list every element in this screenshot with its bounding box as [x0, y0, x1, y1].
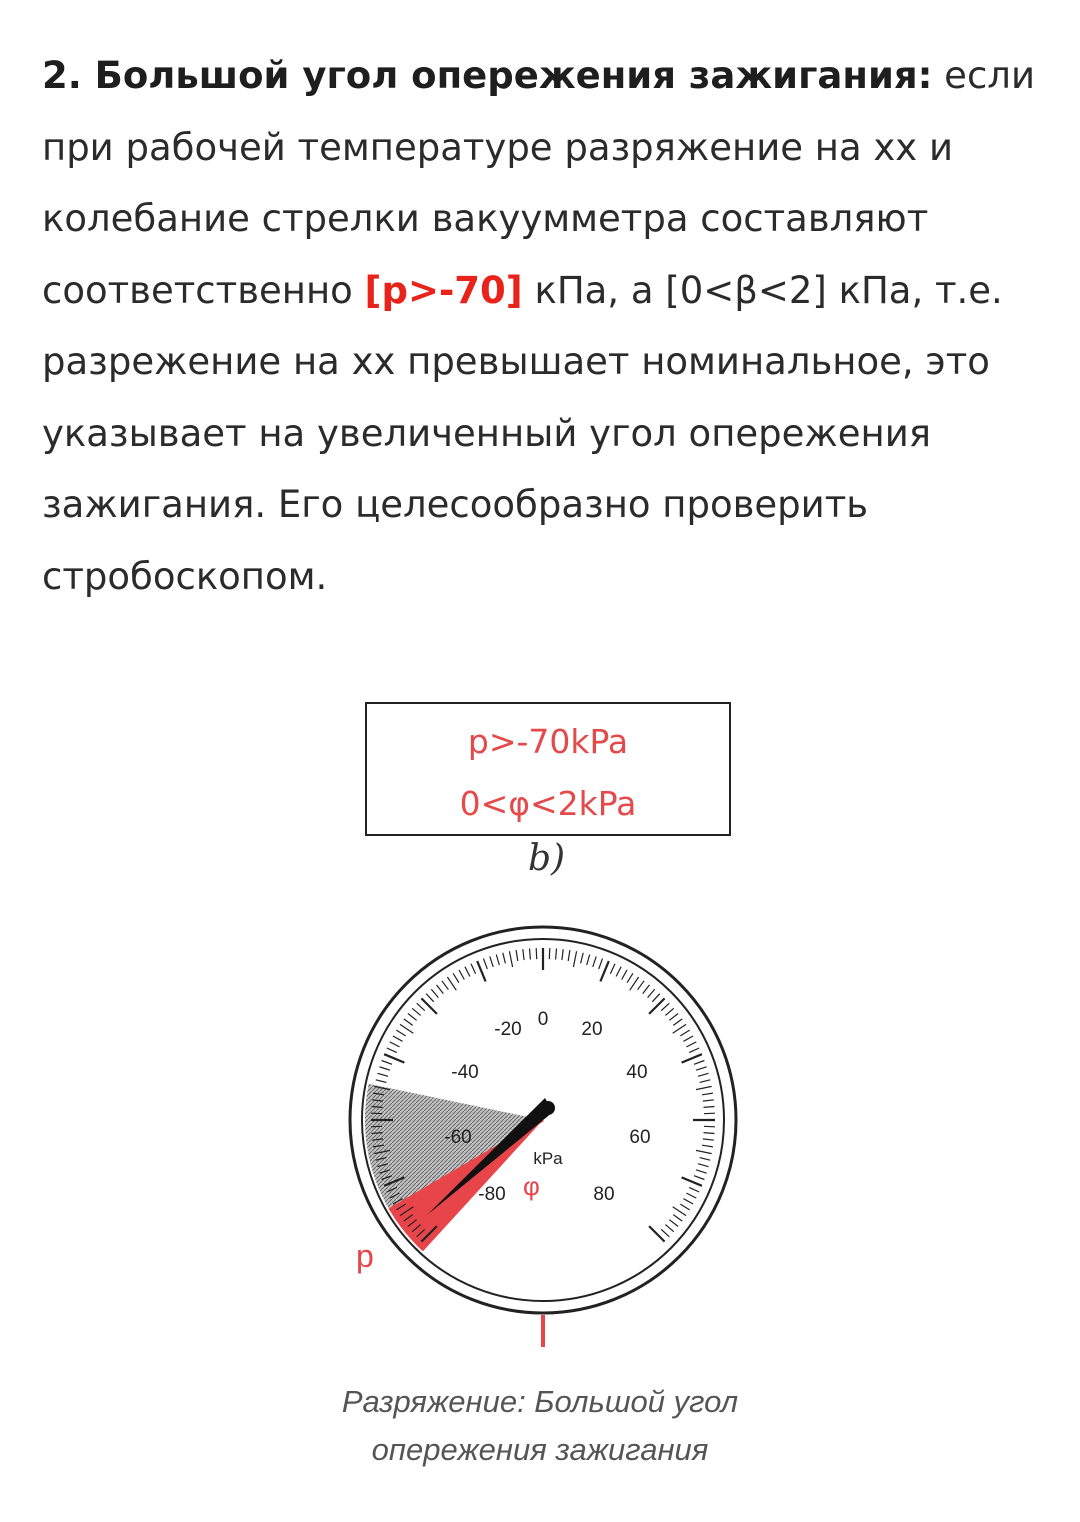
scale-tick	[622, 970, 627, 980]
scale-tick	[673, 1215, 682, 1222]
scale-tick	[694, 1061, 704, 1065]
reading-line-pressure: p>-70kPa	[467, 722, 629, 761]
label-40: 40	[626, 1062, 648, 1083]
article-paragraph	[42, 40, 1042, 612]
scale-tick	[665, 1225, 673, 1232]
scale-tick	[562, 949, 563, 960]
scale-tick	[503, 953, 506, 964]
scale-tick	[484, 959, 488, 969]
scale-tick	[387, 1048, 397, 1053]
label-80: 80	[593, 1184, 615, 1205]
scale-tick	[573, 951, 576, 967]
scale-tick	[680, 1030, 689, 1036]
scale-tick	[371, 1126, 382, 1127]
scale-tick	[477, 961, 485, 981]
bottom-pointer-mark	[541, 1315, 545, 1347]
scale-tick	[627, 973, 633, 982]
scale-tick	[680, 1204, 689, 1210]
scale-tick	[442, 981, 449, 990]
scale-tick	[465, 967, 470, 977]
scale-tick	[593, 956, 596, 967]
scale-tick	[610, 964, 615, 974]
needle-hub	[541, 1101, 555, 1115]
p-marker: p	[356, 1238, 374, 1274]
label-minus-20: -20	[494, 1019, 522, 1040]
label-minus-40: -40	[451, 1062, 479, 1083]
scale-tick	[704, 1133, 715, 1134]
scale-tick	[704, 1113, 715, 1114]
scale-tick	[371, 1113, 382, 1114]
caption-line-1: Разряжение: Большой угол	[341, 1384, 739, 1419]
scale-tick	[417, 1003, 425, 1011]
scale-tick	[400, 1024, 413, 1033]
scale-tick	[453, 973, 459, 982]
scale-tick	[702, 1093, 713, 1095]
scale-tick	[665, 1008, 673, 1015]
scale-tick	[471, 964, 476, 974]
scale-tick	[393, 1036, 403, 1041]
scale-tick	[698, 1073, 709, 1076]
scale-tick	[696, 1067, 707, 1070]
scale-tick	[630, 977, 639, 990]
scale-tick	[599, 959, 603, 969]
scale-tick	[379, 1067, 390, 1070]
unit-label: kPa	[533, 1149, 563, 1168]
scale-tick	[669, 1220, 678, 1227]
scale-tick	[459, 970, 464, 980]
scale-tick	[696, 1086, 712, 1089]
scale-tick	[702, 1145, 713, 1147]
scale-tick	[426, 994, 434, 1002]
scale-tick	[390, 1042, 400, 1047]
scale-tick	[376, 1080, 387, 1083]
scale-tick	[536, 948, 537, 959]
scale-tick	[384, 1054, 404, 1062]
scale-tick	[673, 1207, 686, 1216]
scale-tick	[378, 1073, 389, 1076]
scale-tick	[684, 1199, 694, 1204]
scale-tick	[673, 1019, 682, 1026]
paragraph-text-2: кПа, а [0<β<2] кПа, т.е. разрежение на хх превышает номинальное, это указывает на увеличенный угол опережения зажигания. Его целесообразно проверить стробоскопом.	[42, 268, 1003, 598]
scale-tick	[661, 1229, 669, 1237]
scale-tick	[437, 985, 444, 994]
scale-tick	[556, 949, 557, 960]
panel-label: b)	[528, 838, 566, 879]
scale-tick	[684, 1036, 694, 1041]
scale-tick	[587, 955, 590, 966]
scale-tick	[382, 1061, 392, 1065]
scale-tick	[404, 1019, 413, 1026]
scale-tick	[700, 1080, 711, 1083]
scale-tick	[490, 956, 493, 967]
scale-tick	[568, 950, 570, 961]
vacuum-gauge	[340, 915, 760, 1355]
pressure-highlight: [p>-70]	[364, 268, 523, 312]
scale-tick	[689, 1048, 699, 1053]
scale-tick	[649, 998, 665, 1014]
label-minus-80: -80	[478, 1184, 506, 1205]
label-0: 0	[537, 1009, 549, 1030]
scale-tick	[616, 967, 621, 977]
scale-tick	[638, 981, 645, 990]
scale-tick	[673, 1024, 686, 1033]
paragraph-text-1: если при рабочей температуре разряжение на хх и колебание стрелки вакуумметра составляют соответственно	[42, 54, 1035, 312]
scale-tick	[682, 1054, 702, 1062]
scale-tick	[694, 1176, 704, 1180]
scale-tick	[703, 1139, 714, 1140]
scale-tick	[447, 977, 456, 990]
scale-tick	[523, 949, 524, 960]
scale-tick	[703, 1100, 714, 1101]
scale-tick	[649, 1226, 665, 1242]
scale-tick	[421, 998, 437, 1014]
paragraph-heading: 2. Большой угол опережения зажигания:	[42, 54, 933, 97]
phi-marker: φ	[523, 1171, 540, 1201]
scale-tick	[669, 1014, 678, 1021]
scale-tick	[696, 1150, 712, 1153]
scale-tick	[661, 1003, 669, 1011]
scale-tick	[682, 1177, 702, 1185]
scale-tick	[496, 955, 499, 966]
scale-tick	[704, 1126, 715, 1127]
figure-caption	[260, 1378, 820, 1474]
scale-tick	[600, 961, 608, 981]
scale-tick	[704, 1107, 715, 1108]
caption-line-2: опережения зажигания	[371, 1432, 709, 1467]
scale-tick	[696, 1170, 707, 1173]
scale-tick	[412, 1008, 420, 1015]
scale-tick	[643, 985, 650, 994]
vacuum-gauge-figure	[340, 690, 760, 1370]
scale-tick	[509, 951, 512, 967]
reading-line-oscillation: 0<φ<2kPa	[459, 784, 637, 823]
scale-tick	[687, 1042, 697, 1047]
scale-tick	[581, 953, 584, 964]
scale-tick	[648, 989, 655, 997]
scale-tick	[530, 949, 531, 960]
scale-tick	[396, 1030, 405, 1036]
scale-tick	[700, 1158, 711, 1161]
label-20: 20	[581, 1019, 603, 1040]
scale-tick	[549, 948, 550, 959]
scale-tick	[431, 989, 438, 997]
scale-tick	[652, 994, 660, 1002]
scale-tick	[516, 950, 518, 961]
scale-tick	[687, 1193, 697, 1198]
scale-tick	[689, 1187, 699, 1192]
scale-tick	[698, 1164, 709, 1167]
scale-tick	[408, 1014, 417, 1021]
label-minus-60: -60	[444, 1127, 472, 1148]
reading-box	[365, 702, 731, 836]
label-60: 60	[629, 1127, 651, 1148]
